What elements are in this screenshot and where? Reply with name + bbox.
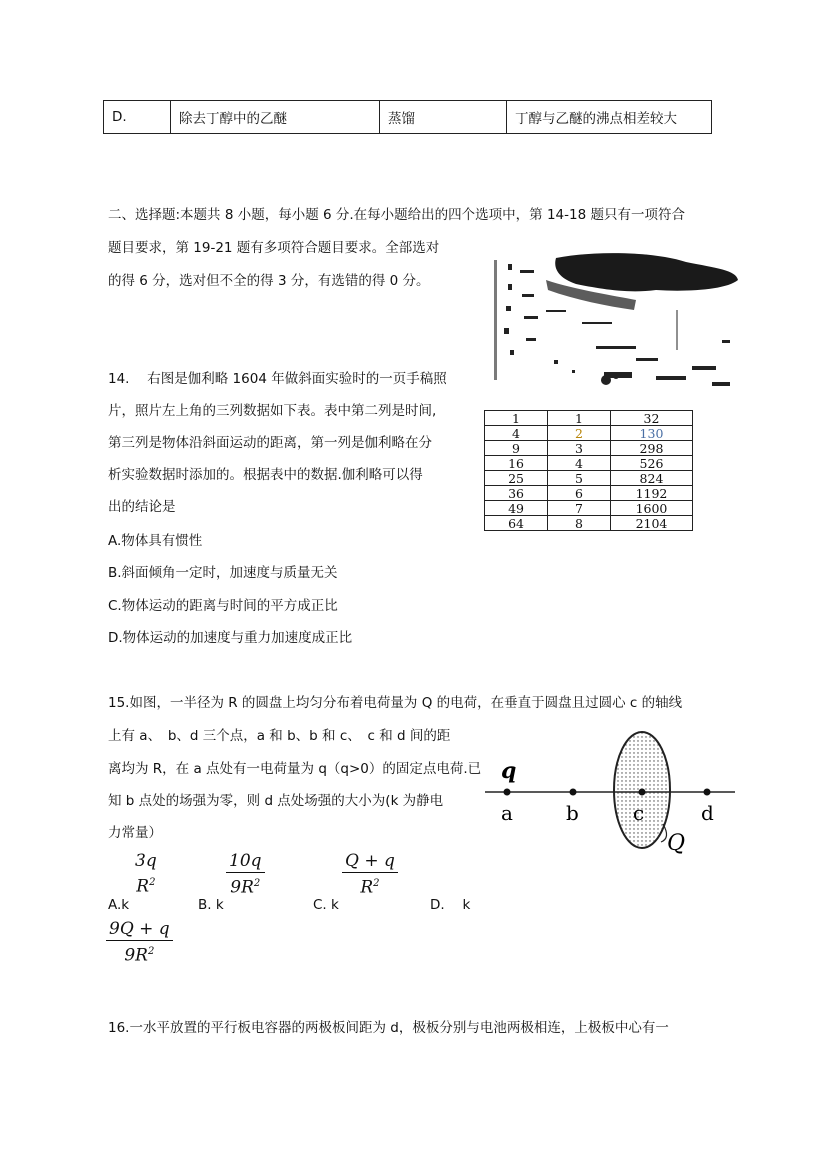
- numerator: 3q: [135, 851, 157, 871]
- table-row: [485, 411, 693, 426]
- q15-text: 力常量）: [108, 825, 162, 841]
- table-cell: 1: [485, 411, 548, 426]
- option-c-fraction: [342, 850, 398, 899]
- denominator: R: [136, 876, 150, 897]
- table-row: [485, 471, 693, 486]
- table-cell: 526: [610, 456, 692, 471]
- Q-label: Q: [667, 831, 686, 856]
- table-cell: 7: [548, 501, 611, 516]
- table-cell: 130: [610, 426, 692, 441]
- c-label: c: [633, 801, 645, 825]
- table-row: [485, 501, 693, 516]
- option-d: D.物体运动的加速度与重力加速度成正比: [108, 630, 353, 646]
- option-c-label: C. k: [313, 897, 339, 913]
- table-cell: 298: [610, 441, 692, 456]
- point-b: [570, 789, 577, 796]
- table-cell: 32: [610, 411, 692, 426]
- option-c: C.物体运动的距离与时间的平方成正比: [108, 598, 338, 614]
- top-table: [103, 100, 712, 134]
- table-cell: 25: [485, 471, 548, 486]
- table-cell: 4: [485, 426, 548, 441]
- d-label: d: [701, 801, 714, 825]
- option-b: B.斜面倾角一定时，加速度与质量无关: [108, 565, 338, 581]
- table-cell: 824: [610, 471, 692, 486]
- numerator: 10q: [229, 851, 262, 871]
- q-label: q: [501, 758, 517, 784]
- option-a-fraction: [132, 850, 160, 898]
- point-c: [639, 789, 646, 796]
- q14-text: 出的结论是: [108, 499, 176, 515]
- manuscript-photo: [486, 250, 739, 402]
- table-cell: 9: [485, 441, 548, 456]
- table-cell: 6: [548, 486, 611, 501]
- option-d-label: D. k: [430, 897, 471, 913]
- b-label: b: [566, 801, 579, 825]
- q14-text: 14. 右图是伽利略 1604 年做斜面实验时的一页手稿照: [108, 371, 447, 387]
- section-text: 题目要求，第 19-21 题有多项符合题目要求。全部选对: [108, 240, 440, 256]
- option-d-fraction: [106, 918, 173, 967]
- table-row: [485, 516, 693, 531]
- point-a: [504, 789, 511, 796]
- denominator: R: [360, 877, 374, 898]
- table-row: [485, 441, 693, 456]
- table-row: [485, 486, 693, 501]
- charge-disk-diagram: [485, 728, 740, 858]
- q14-text: 第三列是物体沿斜面运动的距离，第一列是伽利略在分: [108, 435, 432, 451]
- exponent: 2: [373, 878, 380, 889]
- q14-text: 片，照片左上角的三列数据如下表。表中第二列是时间,: [108, 403, 437, 419]
- q16-text: 16.一水平放置的平行板电容器的两极板间距为 d，极板分别与电池两极相连，上极板中心有一: [108, 1020, 669, 1036]
- q15-text: 15.如图，一半径为 R 的圆盘上均匀分布着电荷量为 Q 的电荷，在垂直于圆盘且过圆心 c 的轴线: [108, 695, 683, 711]
- exponent: 2: [149, 877, 156, 888]
- table-cell: 36: [485, 486, 548, 501]
- table-row: [485, 426, 693, 441]
- denominator: 9R: [230, 877, 254, 898]
- denominator: 9R: [124, 945, 148, 966]
- table-cell: 1: [548, 411, 611, 426]
- q15-text: 知 b 点处的场强为零，则 d 点处场强的大小为(k 为静电: [108, 793, 444, 809]
- table-cell: 64: [485, 516, 548, 531]
- section-heading: 二、选择题:本题共 8 小题，每小题 6 分.在每小题给出的四个选项中，第 14-18 题只有一项符合: [108, 207, 685, 223]
- table-cell: 2: [548, 426, 611, 441]
- table-cell: 16: [485, 456, 548, 471]
- numerator: Q + q: [345, 851, 395, 871]
- table-cell: 2104: [610, 516, 692, 531]
- table-cell: 1600: [610, 501, 692, 516]
- table-cell: 4: [548, 456, 611, 471]
- galileo-data-table: [484, 410, 693, 531]
- table-cell: 3: [548, 441, 611, 456]
- q15-text: 上有 a、 b、d 三个点，a 和 b、b 和 c、 c 和 d 间的距: [108, 728, 451, 744]
- table-cell: 除去丁醇中的乙醚: [171, 101, 380, 134]
- option-b-label: B. k: [198, 897, 224, 913]
- table-row: [485, 456, 693, 471]
- table-cell: D.: [104, 101, 171, 134]
- table-cell: 49: [485, 501, 548, 516]
- table-cell: 1192: [610, 486, 692, 501]
- table-cell: 5: [548, 471, 611, 486]
- a-label: a: [501, 801, 513, 825]
- point-d: [704, 789, 711, 796]
- q15-text: 离均为 R，在 a 点处有一电荷量为 q（q>0）的固定点电荷.已: [108, 761, 482, 777]
- exponent: 2: [147, 946, 155, 957]
- q14-text: 析实验数据时添加的。根据表中的数据.伽利略可以得: [108, 467, 423, 483]
- section-text: 的得 6 分，选对但不全的得 3 分，有选错的得 0 分。: [108, 273, 430, 289]
- table-row: [104, 101, 712, 134]
- option-a-label: A.k: [108, 897, 130, 913]
- table-cell: 蒸馏: [380, 101, 507, 134]
- table-cell: 8: [548, 516, 611, 531]
- option-a: A.物体具有惯性: [108, 533, 203, 549]
- option-b-fraction: [226, 850, 265, 899]
- numerator: 9Q + q: [109, 919, 170, 939]
- exponent: 2: [253, 878, 261, 889]
- table-cell: 丁醇与乙醚的沸点相差较大: [507, 101, 712, 134]
